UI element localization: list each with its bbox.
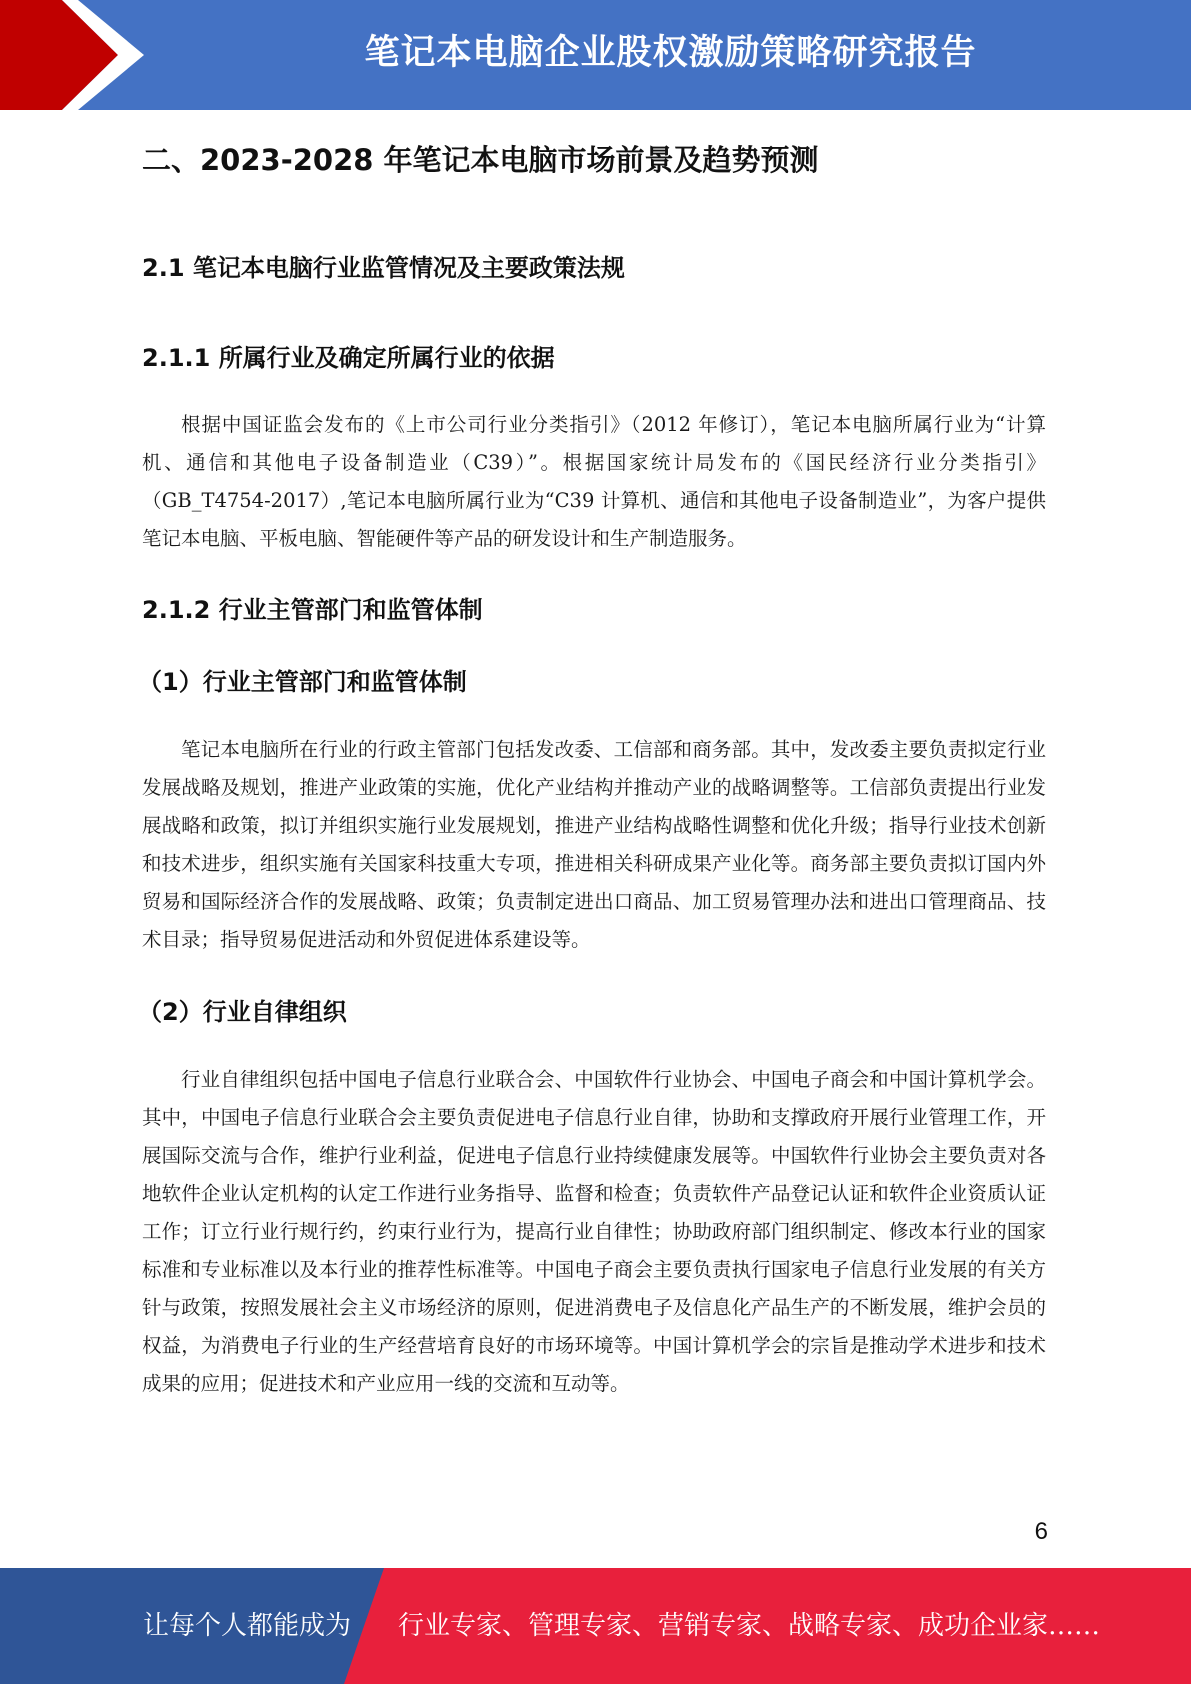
page-header [0, 0, 1191, 110]
paragraph-industry-classification: 根据中国证监会发布的《上市公司行业分类指引》（2012 年修订），笔记本电脑所属行业为“计算机、通信和其他电子设备制造业（C39）”。根据国家统计局发布的《国民经济行业分类指引》（GB_T4754-2017）,笔记本电脑所属行业为“C39 计算机、通信和其他电子设备制造业”，为客户提供笔记本电脑、平板电脑、智能硬件等产品的研发设计和生产制造服务。 [142, 413, 1046, 550]
footer-slogan-right: 行业专家、管理专家、营销专家、战略专家、成功企业家…… [398, 1611, 1101, 1641]
page-number: 6 [1034, 1518, 1048, 1545]
page-footer [0, 1568, 1191, 1684]
subsection-heading-2-1: 2.1 笔记本电脑行业监管情况及主要政策法规 [142, 254, 625, 282]
report-title: 笔记本电脑企业股权激励策略研究报告 [364, 33, 977, 73]
footer-slogan-left: 让每个人都能成为 [143, 1611, 352, 1641]
item-heading-regulators: （1）行业主管部门和监管体制 [138, 668, 467, 696]
subsection-heading-2-1-1: 2.1.1 所属行业及确定所属行业的依据 [142, 344, 555, 372]
paragraph-regulators: 笔记本电脑所在行业的行政主管部门包括发改委、工信部和商务部。其中，发改委主要负责拟定行业发展战略及规划，推进产业政策的实施，优化产业结构并推动产业的战略调整等。工信部负责提出行业发展战略和政策，拟订并组织实施行业发展规划，推进产业结构战略性调整和优化升级；指导行业技术创新和技术进步，组织实施有关国家科技重大专项，推进相关科研成果产业化等。商务部主要负责拟订国内外贸易和国际经济合作的发展战略、政策；负责制定进出口商品、加工贸易管理办法和进出口管理商品、技术目录；指导贸易促进活动和外贸促进体系建设等。 [142, 738, 1046, 951]
item-heading-self-regulation: （2）行业自律组织 [138, 998, 347, 1026]
section-heading: 二、2023-2028 年笔记本电脑市场前景及趋势预测 [142, 143, 819, 177]
subsection-heading-2-1-2: 2.1.2 行业主管部门和监管体制 [142, 596, 483, 624]
arrow-chevron-icon [0, 0, 160, 110]
paragraph-self-regulation: 行业自律组织包括中国电子信息行业联合会、中国软件行业协会、中国电子商会和中国计算机学会。其中，中国电子信息行业联合会主要负责促进电子信息行业自律，协助和支撑政府开展行业管理工作，开展国际交流与合作，维护行业利益，促进电子信息行业持续健康发展等。中国软件行业协会主要负责对各地软件企业认定机构的认定工作进行业务指导、监督和检查；负责软件产品登记认证和软件企业资质认证工作；订立行业行规行约，约束行业行为，提高行业自律性；协助政府部门组织制定、修改本行业的国家标准和专业标准以及本行业的推荐性标准等。中国电子商会主要负责执行国家电子信息行业发展的有关方针与政策，按照发展社会主义市场经济的原则，促进消费电子及信息化产品生产的不断发展，维护会员的权益，为消费电子行业的生产经营培育良好的市场环境等。中国计算机学会的宗旨是推动学术进步和技术成果的应用；促进技术和产业应用一线的交流和互动等。 [142, 1068, 1046, 1395]
